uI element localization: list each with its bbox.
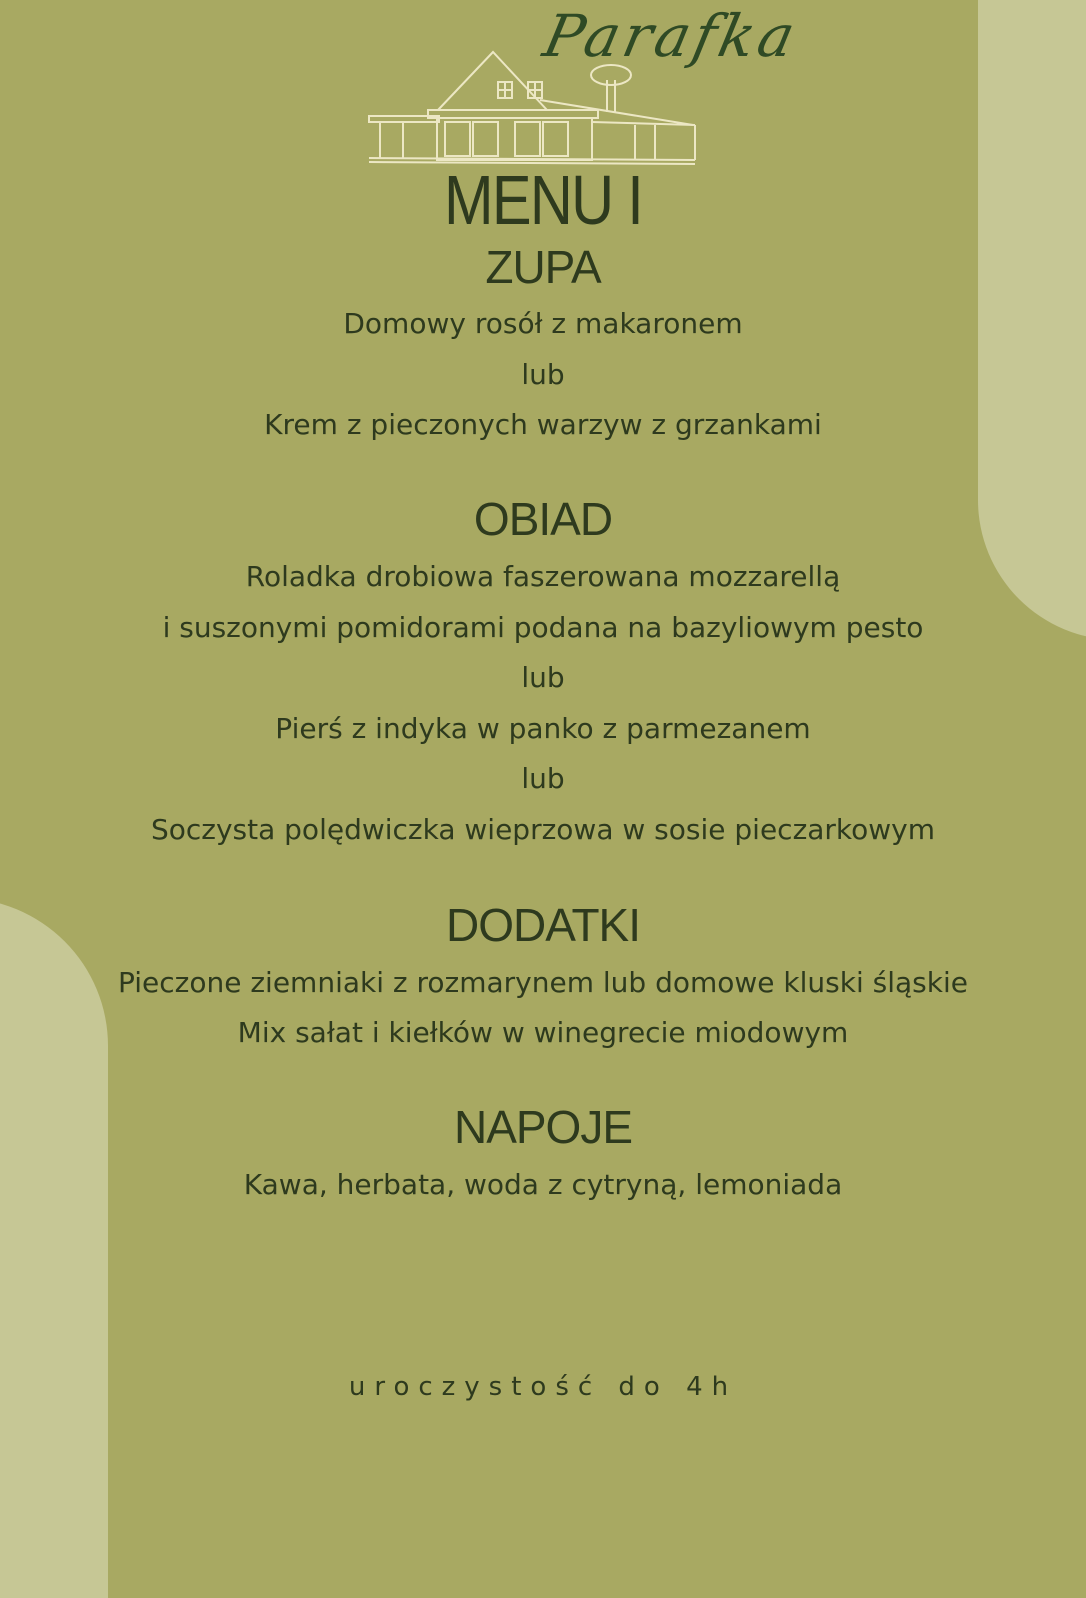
menu-item: Mix sałat i kiełków w winegrecie miodowym	[237, 1016, 849, 1049]
section-heading: NAPOJE	[453, 1101, 633, 1153]
menu-item: Roladka drobiowa faszerowana mozzarellą	[245, 560, 841, 593]
menu-item: Domowy rosół z makaronem	[343, 307, 743, 340]
decorative-shape-left	[0, 898, 108, 1598]
menu-item: Pierś z indyka w panko z parmezanem	[275, 712, 811, 745]
menu-item: lub	[521, 661, 565, 694]
menu-item: i suszonymi pomidorami podana na bazyliowym pesto	[162, 611, 924, 644]
menu-title: MENU I	[443, 161, 643, 239]
brand-logo: Parafka	[537, 2, 805, 70]
menu-item: Kawa, herbata, woda z cytryną, lemoniada	[243, 1168, 843, 1201]
section-heading: DODATKI	[445, 899, 641, 951]
footer-note: uroczystość do 4h	[348, 1372, 738, 1402]
section-heading: OBIAD	[473, 493, 613, 545]
menu-item: Krem z pieczonych warzyw z grzankami	[264, 408, 822, 441]
section-heading: ZUPA	[485, 241, 601, 293]
menu-item: lub	[521, 762, 565, 795]
menu-item: lub	[521, 358, 565, 391]
menu-item: Soczysta polędwiczka wieprzowa w sosie pieczarkowym	[150, 813, 936, 846]
menu-item: Pieczone ziemniaki z rozmarynem lub domowe kluski śląskie	[117, 966, 968, 999]
